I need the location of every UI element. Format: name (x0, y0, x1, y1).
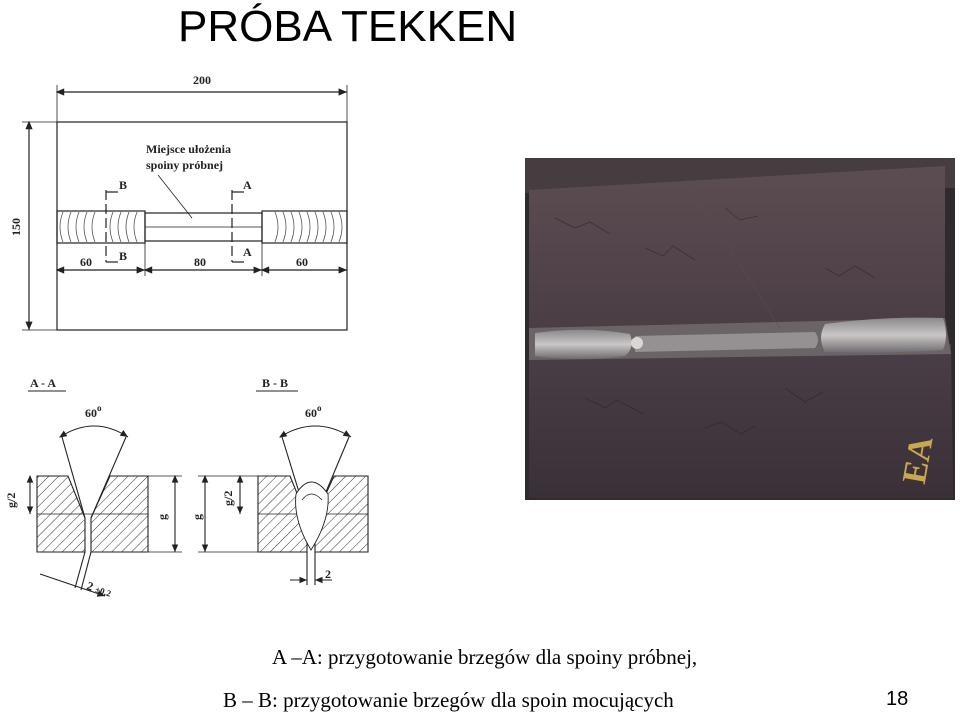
mark-a-top: A (243, 178, 252, 192)
callout-line2: spoiny próbnej (146, 158, 224, 172)
caption-bb: B – B: przygotowanie brzegów dla spoin mocujących (223, 688, 674, 712)
angle-bb: 60$^o$ (305, 403, 322, 420)
dim-height: 150 (9, 218, 23, 236)
half-thickness-aa: g/2 (4, 492, 18, 508)
thickness-bb: g (190, 514, 204, 520)
technical-drawing (0, 60, 380, 610)
gap-aa: 2 ±0,2 (85, 578, 113, 599)
section-aa-label: A - A (30, 376, 57, 390)
section-aa (28, 376, 182, 596)
mark-b-bottom: B (119, 249, 128, 263)
gap-bb: 2 (325, 567, 331, 581)
page-number: 18 (886, 688, 909, 710)
caption-aa: A –A: przygotowanie brzegów dla spoiny próbnej, (272, 645, 698, 669)
dim-left: 60 (80, 255, 92, 269)
plan-view (22, 85, 347, 330)
dim-right: 60 (296, 255, 308, 269)
callout-line1: Miejsce ułożenia (146, 142, 231, 156)
thickness-aa: g (155, 514, 169, 520)
section-bb-label: B - B (262, 376, 289, 390)
half-thickness-bb: g/2 (221, 490, 235, 506)
mark-a-bottom: A (243, 245, 252, 259)
dim-middle: 80 (194, 255, 206, 269)
angle-aa: 60$^o$ (85, 403, 102, 420)
section-bb (198, 376, 368, 585)
mark-b-top: B (119, 178, 128, 192)
dim-total-width: 200 (193, 73, 211, 87)
photo-marking: EA (895, 433, 941, 487)
weld-specimen-photo (525, 158, 955, 500)
slide-title: PRÓBA TEKKEN (178, 2, 518, 51)
